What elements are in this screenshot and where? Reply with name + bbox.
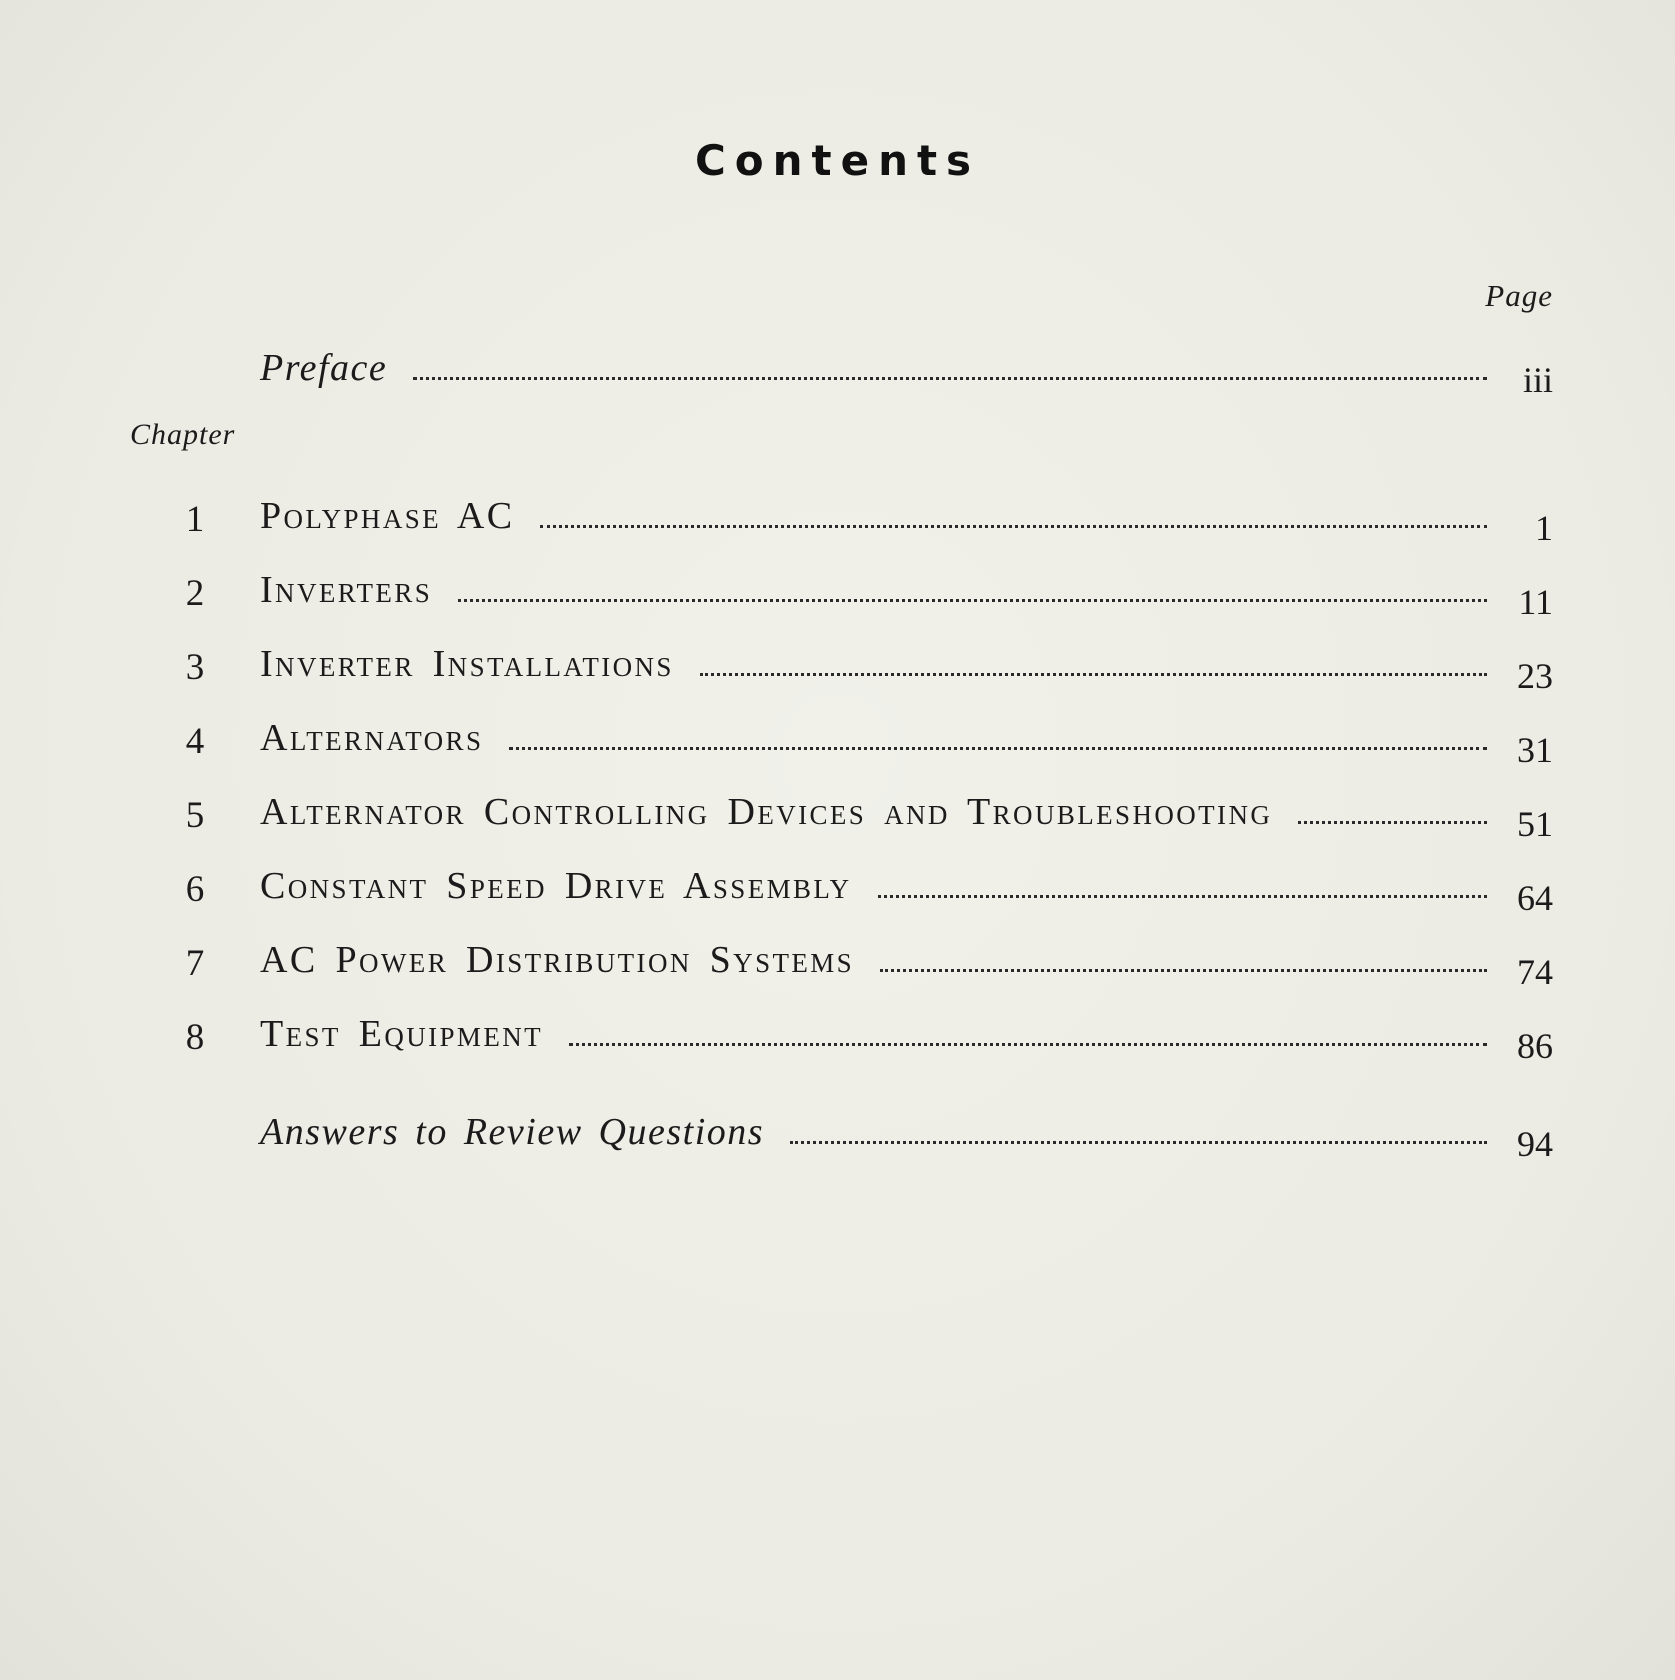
chapter-title: Alternator Controlling Devices and Troubleshooting [260, 791, 1273, 833]
chapter-number: 6 [185, 869, 205, 910]
toc-entry-label: Preface [260, 347, 388, 389]
dot-leader [790, 1141, 1487, 1144]
chapter-page: 64 [1517, 878, 1553, 918]
dot-leader [878, 895, 1487, 898]
page-title: Contents [694, 136, 981, 185]
chapter-page: 31 [1517, 730, 1553, 770]
chapter-number: 8 [185, 1017, 205, 1058]
toc-entry-page: 94 [1517, 1124, 1553, 1164]
chapter-number: 3 [185, 647, 205, 688]
toc-entry-label: Answers to Review Questions [260, 1111, 765, 1153]
chapter-title: Constant Speed Drive Assembly [260, 865, 852, 907]
toc-entry-chapter-7 [0, 938, 1675, 998]
chapter-title: Inverter Installations [260, 643, 674, 685]
toc-entry-chapter-5 [0, 790, 1675, 850]
chapter-number: 4 [185, 721, 205, 762]
chapter-page: 51 [1517, 804, 1553, 844]
toc-entry-chapter-6 [0, 864, 1675, 924]
chapter-number: 2 [185, 573, 205, 614]
chapter-title: Inverters [260, 569, 433, 611]
toc-entry-chapter-3 [0, 642, 1675, 702]
dot-leader [413, 377, 1487, 380]
chapter-title: Test Equipment [260, 1013, 544, 1055]
chapter-title: Polyphase AC [260, 495, 515, 537]
dot-leader [700, 673, 1487, 676]
toc-entry-answers [0, 1110, 1675, 1170]
dot-leader [569, 1043, 1487, 1046]
dot-leader [458, 599, 1487, 602]
chapter-number: 5 [185, 795, 205, 836]
chapter-column-header: Chapter [130, 418, 236, 451]
chapter-page: 74 [1517, 952, 1553, 992]
dot-leader [1298, 821, 1487, 824]
toc-entry-chapter-2 [0, 568, 1675, 628]
chapter-page: 11 [1518, 582, 1553, 622]
toc-entry-chapter-8 [0, 1012, 1675, 1072]
chapter-number: 1 [185, 499, 205, 540]
page-column-header: Page [1485, 278, 1553, 313]
chapter-page: 86 [1517, 1026, 1553, 1066]
dot-leader [540, 525, 1487, 528]
toc-entry-preface [0, 346, 1675, 406]
chapter-title: Alternators [260, 717, 484, 759]
chapter-page: 23 [1517, 656, 1553, 696]
dot-leader [509, 747, 1487, 750]
toc-entry-chapter-1 [0, 494, 1675, 554]
dot-leader [880, 969, 1487, 972]
chapter-title: AC Power Distribution Systems [260, 939, 855, 981]
toc-entry-chapter-4 [0, 716, 1675, 776]
chapter-page: 1 [1535, 508, 1553, 548]
chapter-number: 7 [185, 943, 205, 984]
toc-entry-page: iii [1522, 360, 1553, 400]
